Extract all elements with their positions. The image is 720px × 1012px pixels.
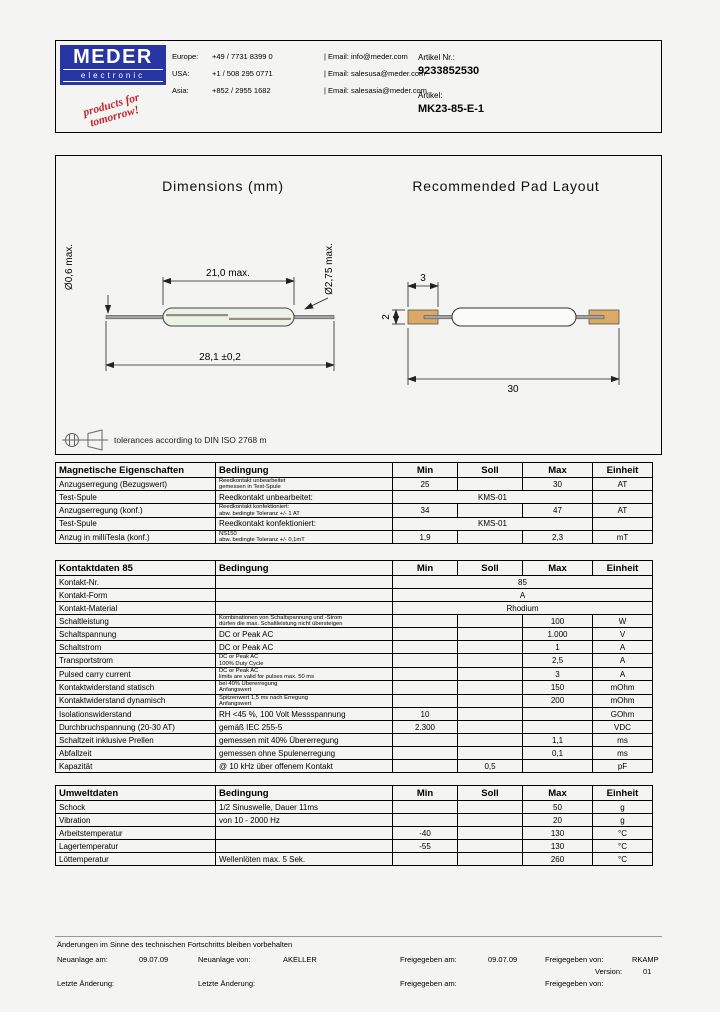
spec-min <box>393 801 458 814</box>
spec-label: Schaltstrom <box>56 641 216 654</box>
spec-soll <box>458 478 523 491</box>
spec-row <box>56 602 653 615</box>
spec-row <box>56 517 653 530</box>
spec-row <box>56 504 653 517</box>
spec-min: -40 <box>393 827 458 840</box>
contact-region: Europe: <box>172 52 199 61</box>
spec-unit: GOhm <box>593 708 653 721</box>
last-change-by-label: Letzte Änderung: <box>198 979 256 988</box>
spec-max: 20 <box>523 814 593 827</box>
spec-condition: von 10 - 2000 Hz <box>216 814 393 827</box>
created-by-label: Neuanlage von: <box>198 955 251 964</box>
contact-phone: +1 / 508 295 0771 <box>212 69 273 78</box>
spec-min <box>393 654 458 667</box>
spec-max: 2,5 <box>523 654 593 667</box>
spec-row <box>56 827 653 840</box>
spec-max: 1 <box>523 641 593 654</box>
table-header-row <box>56 786 653 801</box>
overall-length-dim: 28,1 ±0,2 <box>199 352 241 363</box>
col-min: Min <box>393 561 458 576</box>
spec-max: 0,1 <box>523 747 593 760</box>
spec-label: Arbeitstemperatur <box>56 827 216 840</box>
spec-condition: gemäß IEC 255-5 <box>216 721 393 734</box>
drawing-section <box>55 155 662 455</box>
released-date: 09.07.09 <box>488 955 518 964</box>
spec-unit: V <box>593 628 653 641</box>
glass-diameter-dim: Ø2,75 max. <box>324 243 335 295</box>
table-title: Umweltdaten <box>56 786 216 801</box>
spec-condition: @ 10 kHz über offenem Kontakt <box>216 760 393 773</box>
spec-condition-line: abw. bedingte Toleranz +/- 0,1mT <box>219 537 305 544</box>
spec-span-value: KMS-01 <box>393 491 593 504</box>
glass-length-dim: 21,0 max. <box>206 268 250 279</box>
spec-condition: Reedkontakt unbearbeitet: <box>216 491 393 504</box>
spec-condition-line: limits are valid for pulses max. 50 ms <box>219 674 315 681</box>
spec-row <box>56 615 653 628</box>
created-by: AKELLER <box>283 955 317 964</box>
version-value: 01 <box>643 967 652 976</box>
spec-label: Löttemperatur <box>56 853 216 866</box>
spec-max: 47 <box>523 504 593 517</box>
last-change-date-label: Letzte Änderung: <box>57 979 115 988</box>
contact-phone: +49 / 7731 8399 0 <box>212 52 273 61</box>
spec-condition-line: gemessen in Test-Spule <box>219 484 281 491</box>
contact-region: Asia: <box>172 86 189 95</box>
spec-condition <box>216 504 393 517</box>
pad-right-lead <box>574 315 604 318</box>
table-magnetische-eigenschaften <box>55 462 653 544</box>
spec-row <box>56 801 653 814</box>
reed-blade-right <box>229 318 291 320</box>
released-by-label-2: Freigegeben von: <box>545 979 604 988</box>
spec-label: Lagertemperatur <box>56 840 216 853</box>
spec-condition-line: 100% Duty Cycle <box>219 660 264 667</box>
spec-condition-line: Reedkontakt unbearbeitet <box>219 478 286 484</box>
col-soll: Soll <box>458 463 523 478</box>
spec-unit <box>593 491 653 504</box>
spec-condition-line: dürfen die max. Schaltleistung nicht übersteigen <box>219 621 343 628</box>
spec-condition-line: bei 40% Übererregung <box>219 681 278 688</box>
spec-unit: W <box>593 615 653 628</box>
spec-label: Durchbruchspannung (20-30 AT) <box>56 721 216 734</box>
col-soll: Soll <box>458 786 523 801</box>
col-min: Min <box>393 463 458 478</box>
spec-row <box>56 721 653 734</box>
spec-label: Pulsed carry current <box>56 667 216 680</box>
spec-soll <box>458 827 523 840</box>
spec-max: 100 <box>523 615 593 628</box>
spec-condition-line: Reedkontakt konfektioniert: <box>219 504 290 511</box>
spec-row <box>56 681 653 694</box>
spec-max: 2,3 <box>523 530 593 543</box>
spec-label: Schaltspannung <box>56 628 216 641</box>
spec-soll <box>458 708 523 721</box>
col-min: Min <box>393 786 458 801</box>
spec-soll <box>458 734 523 747</box>
pad-width-dim: 3 <box>420 273 426 284</box>
spec-span-value: 85 <box>393 576 653 589</box>
spec-min <box>393 694 458 707</box>
spec-row <box>56 530 653 543</box>
spec-min <box>393 667 458 680</box>
spec-max <box>523 708 593 721</box>
spec-max: 260 <box>523 853 593 866</box>
spec-unit: °C <box>593 853 653 866</box>
spec-label: Vibration <box>56 814 216 827</box>
article-number-label: Artikel Nr.: <box>418 53 455 62</box>
spec-soll <box>458 667 523 680</box>
spec-max: 50 <box>523 801 593 814</box>
spec-label: Isolationswiderstand <box>56 708 216 721</box>
spec-label: Test-Spule <box>56 491 216 504</box>
spec-min <box>393 747 458 760</box>
spec-label: Transportstrom <box>56 654 216 667</box>
spec-unit: A <box>593 641 653 654</box>
spec-condition: RH <45 %, 100 Volt Messspannung <box>216 708 393 721</box>
spec-min: -55 <box>393 840 458 853</box>
spec-condition <box>216 681 393 694</box>
spec-max: 130 <box>523 827 593 840</box>
footer <box>55 936 662 1000</box>
spec-row <box>56 667 653 680</box>
pad-left-lead <box>424 315 454 318</box>
table-header-row <box>56 561 653 576</box>
col-max: Max <box>523 561 593 576</box>
released-by: RKAMP <box>632 955 659 964</box>
col-einheit: Einheit <box>593 786 653 801</box>
spec-min: 2.300 <box>393 721 458 734</box>
contact-row-europe <box>172 52 427 69</box>
spec-row <box>56 747 653 760</box>
spec-min: 1,9 <box>393 530 458 543</box>
article-label: Artikel: <box>418 91 443 100</box>
tolerance-note: tolerances according to DIN ISO 2768 m <box>114 435 267 445</box>
spec-condition: Reedkontakt konfektioniert: <box>216 517 393 530</box>
spec-unit: AT <box>593 478 653 491</box>
header <box>55 40 662 133</box>
pad-layout-title: Recommended Pad Layout <box>412 178 600 194</box>
col-max: Max <box>523 463 593 478</box>
table-title: Magnetische Eigenschaften <box>56 463 216 478</box>
contact-phone: +852 / 2955 1682 <box>212 86 271 95</box>
spec-row <box>56 589 653 602</box>
spec-unit: mT <box>593 530 653 543</box>
spec-condition <box>216 654 393 667</box>
spec-min <box>393 628 458 641</box>
spec-soll <box>458 615 523 628</box>
spec-unit <box>593 517 653 530</box>
spec-condition-line: Kombinationen von Schaltspannung und -Strom <box>219 615 343 621</box>
spec-soll <box>458 530 523 543</box>
col-einheit: Einheit <box>593 463 653 478</box>
pad-body-outline <box>452 308 576 326</box>
technical-drawing <box>56 156 661 454</box>
spec-soll <box>458 801 523 814</box>
contact-email: | Email: salesasia@meder.com <box>324 86 427 95</box>
contact-row-usa <box>172 69 427 86</box>
spec-min <box>393 615 458 628</box>
spec-label: Test-Spule <box>56 517 216 530</box>
spec-condition <box>216 615 393 628</box>
spec-unit: ms <box>593 734 653 747</box>
spec-condition <box>216 589 393 602</box>
spec-soll <box>458 814 523 827</box>
logo-subtitle: electronic <box>63 69 163 82</box>
pad-span-dim: 30 <box>507 384 519 395</box>
table-title: Kontaktdaten 85 <box>56 561 216 576</box>
spec-unit: g <box>593 801 653 814</box>
spec-max: 1.000 <box>523 628 593 641</box>
spec-condition-line: Spitzenwert 1,5 ms nach Erregung <box>219 694 308 701</box>
spec-max <box>523 721 593 734</box>
spec-label: Anzugserregung (Bezugswert) <box>56 478 216 491</box>
released-by-label: Freigegeben von: <box>545 955 604 964</box>
spec-condition: 1/2 Sinuswelle, Dauer 11ms <box>216 801 393 814</box>
spec-condition: gemessen ohne Spulenerregung <box>216 747 393 760</box>
spec-label: Kontakt-Nr. <box>56 576 216 589</box>
spec-row <box>56 853 653 866</box>
spec-unit: ms <box>593 747 653 760</box>
spec-row <box>56 840 653 853</box>
spec-row <box>56 734 653 747</box>
spec-row <box>56 654 653 667</box>
spec-label: Kontaktwiderstand dynamisch <box>56 694 216 707</box>
spec-condition <box>216 827 393 840</box>
article-name: MK23-85-E-1 <box>418 103 485 115</box>
spec-condition-line: DC or Peak AC <box>219 654 259 661</box>
col-max: Max <box>523 786 593 801</box>
spec-max: 150 <box>523 681 593 694</box>
spec-unit: g <box>593 814 653 827</box>
logo-tagline: products for tomorrow! <box>81 91 141 130</box>
spec-min <box>393 853 458 866</box>
spec-soll <box>458 747 523 760</box>
spec-max: 200 <box>523 694 593 707</box>
spec-label: Kontakt-Material <box>56 602 216 615</box>
spec-soll <box>458 681 523 694</box>
spec-max: 1,1 <box>523 734 593 747</box>
spec-min: 34 <box>393 504 458 517</box>
table-header-row <box>56 463 653 478</box>
meder-logo <box>60 45 166 85</box>
spec-unit: mOhm <box>593 681 653 694</box>
left-lead <box>106 315 164 318</box>
spec-unit: °C <box>593 840 653 853</box>
col-bedingung: Bedingung <box>216 561 393 576</box>
spec-soll <box>458 840 523 853</box>
spec-row <box>56 641 653 654</box>
version-label: Version: <box>595 967 623 976</box>
spec-min <box>393 641 458 654</box>
spec-span-value: A <box>393 589 653 602</box>
projection-symbol-icon <box>62 430 108 450</box>
spec-unit: mOhm <box>593 694 653 707</box>
spec-condition: DC or Peak AC <box>216 628 393 641</box>
spec-row <box>56 628 653 641</box>
spec-row <box>56 708 653 721</box>
pad-layout-view <box>408 308 619 326</box>
spec-row <box>56 491 653 504</box>
spec-condition: Wellenlöten max. 5 Sek. <box>216 853 393 866</box>
spec-soll <box>458 628 523 641</box>
dimension-lines-right <box>381 273 619 395</box>
col-bedingung: Bedingung <box>216 463 393 478</box>
spec-soll <box>458 853 523 866</box>
spec-max: 30 <box>523 478 593 491</box>
contact-row-asia <box>172 86 427 103</box>
spec-condition-line: DC or Peak AC <box>219 667 259 674</box>
released-date-label: Freigegeben am: <box>400 955 457 964</box>
spec-soll <box>458 721 523 734</box>
spec-label: Schaltleistung <box>56 615 216 628</box>
spec-condition <box>216 694 393 707</box>
spec-max <box>523 760 593 773</box>
spec-unit: A <box>593 654 653 667</box>
spec-label: Abfallzeit <box>56 747 216 760</box>
spec-condition <box>216 667 393 680</box>
table-kontaktdaten <box>55 560 653 773</box>
contact-email: | Email: salesusa@meder.com <box>324 69 426 78</box>
spec-span-value: Rhodium <box>393 602 653 615</box>
spec-condition <box>216 840 393 853</box>
spec-min <box>393 681 458 694</box>
spec-condition-line: abw. bedingte Toleranz +/- 1 AT <box>219 510 300 517</box>
spec-min <box>393 814 458 827</box>
spec-soll <box>458 641 523 654</box>
spec-label: Schock <box>56 801 216 814</box>
spec-span-value: KMS-01 <box>393 517 593 530</box>
spec-soll <box>458 694 523 707</box>
spec-condition <box>216 530 393 543</box>
col-einheit: Einheit <box>593 561 653 576</box>
spec-condition-line: NS150 <box>219 530 237 537</box>
spec-soll <box>458 654 523 667</box>
spec-condition <box>216 602 393 615</box>
spec-condition <box>216 478 393 491</box>
spec-min: 25 <box>393 478 458 491</box>
spec-max: 3 <box>523 667 593 680</box>
spec-label: Kapazität <box>56 760 216 773</box>
contact-list <box>172 52 427 103</box>
spec-condition-line: Anfangswert <box>219 700 252 707</box>
spec-unit: °C <box>593 827 653 840</box>
spec-label: Schaltzeit inklusive Prellen <box>56 734 216 747</box>
right-lead <box>293 315 334 318</box>
contact-email: | Email: info@meder.com <box>324 52 408 61</box>
released-date-label-2: Freigegeben am: <box>400 979 457 988</box>
spec-max: 130 <box>523 840 593 853</box>
reed-switch-side-view <box>106 308 334 326</box>
reed-blade-left <box>166 314 228 316</box>
spec-unit: AT <box>593 504 653 517</box>
created-date-label: Neuanlage am: <box>57 955 108 964</box>
spec-row <box>56 760 653 773</box>
created-date: 09.07.09 <box>139 955 169 964</box>
dimension-lines-left <box>64 243 335 371</box>
spec-row <box>56 814 653 827</box>
col-soll: Soll <box>458 561 523 576</box>
spec-label: Kontakt-Form <box>56 589 216 602</box>
change-notice: Änderungen im Sinne des technischen Fortschritts bleiben vorbehalten <box>57 940 293 949</box>
spec-soll <box>458 504 523 517</box>
spec-condition-line: Anfangswert <box>219 687 252 694</box>
contact-region: USA: <box>172 69 190 78</box>
spec-soll: 0,5 <box>458 760 523 773</box>
spec-row <box>56 576 653 589</box>
logo-brand: MEDER <box>73 46 153 68</box>
glass-body <box>163 308 294 326</box>
spec-min <box>393 760 458 773</box>
spec-row <box>56 694 653 707</box>
spec-condition: gemessen mit 40% Übererregung <box>216 734 393 747</box>
spec-min: 10 <box>393 708 458 721</box>
article-number: 9233852530 <box>418 65 480 77</box>
spec-condition: DC or Peak AC <box>216 641 393 654</box>
spec-condition <box>216 576 393 589</box>
spec-label: Anzug in milliTesla (konf.) <box>56 530 216 543</box>
article-info <box>418 53 484 115</box>
dimensions-title: Dimensions (mm) <box>162 178 284 194</box>
table-umweltdaten <box>55 785 653 866</box>
pad-height-dim: 2 <box>381 314 392 320</box>
spec-unit: A <box>593 667 653 680</box>
spec-unit: pF <box>593 760 653 773</box>
spec-label: Anzugserregung (konf.) <box>56 504 216 517</box>
spec-unit: VDC <box>593 721 653 734</box>
spec-label: Kontaktwiderstand statisch <box>56 681 216 694</box>
spec-min <box>393 734 458 747</box>
spec-row <box>56 478 653 491</box>
col-bedingung: Bedingung <box>216 786 393 801</box>
lead-diameter-dim: Ø0,6 max. <box>64 243 75 291</box>
